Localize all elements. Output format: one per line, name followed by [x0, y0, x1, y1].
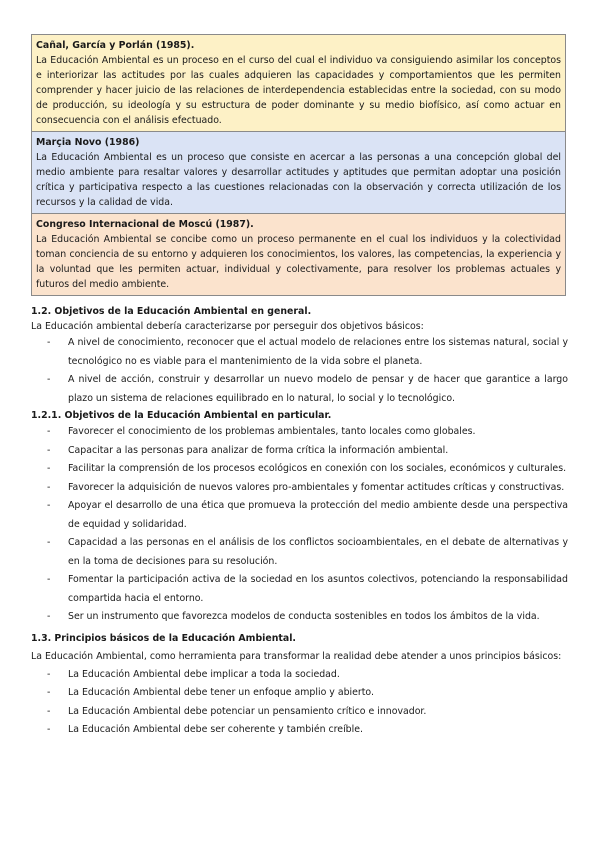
- definition-text: La Educación Ambiental es un proceso en el curso del cual el individuo va consiguiendo asimilar los conceptos e interiorizar las actitudes por las cuales adquieren las capacidades y comportamientos que les permiten comprender y hacer juicio de las relaciones de interdependencia establecidas entre la sociedad, con su modo de producción, su ideología y su estructura de poder dominante y su medio biofísico, así como actuar en consecuencia con el análisis efectuado.: [36, 55, 561, 126]
- definition-author: Congreso Internacional de Moscú (1987).: [36, 219, 254, 230]
- principles-list: [31, 666, 568, 740]
- list-item: - Capacidad a las personas en el análisis de los conflictos socioambientales, en el debate de alternativas y en la toma de decisiones para su resolución.: [31, 534, 568, 571]
- definition-box-canal: [31, 34, 566, 132]
- list-item: - La Educación Ambiental debe potenciar un pensamiento crítico e innovador.: [31, 703, 568, 722]
- objectives-particular-list: [31, 423, 568, 627]
- list-item: - A nivel de acción, construir y desarrollar un nuevo modelo de pensar y de hacer que garantice a largo plazo un sistema de relaciones equilibrado en lo natural, lo social y lo tecnológico.: [31, 371, 568, 408]
- list-item: - Facilitar la comprensión de los procesos ecológicos en conexión con los sociales, económicos y culturales.: [31, 460, 568, 479]
- list-item: - Apoyar el desarrollo de una ética que promueva la protección del medio ambiente desde una perspectiva de equidad y solidaridad.: [31, 497, 568, 534]
- section-heading-1-2-1: 1.2.1. Objetivos de la Educación Ambiental en particular.: [31, 410, 332, 421]
- definitions-table: [31, 34, 566, 296]
- definition-author: Marçia Novo (1986): [36, 137, 140, 148]
- section-1-2-intro: La Educación ambiental debería caracterizarse por perseguir dos objetivos básicos:: [31, 321, 424, 332]
- section-1-3-intro: La Educación Ambiental, como herramienta para transformar la realidad debe atender a unos principios básicos:: [31, 650, 562, 662]
- list-item: - La Educación Ambiental debe implicar a toda la sociedad.: [31, 666, 568, 685]
- document-body: [31, 304, 568, 740]
- list-item: - La Educación Ambiental debe ser coherente y también creíble.: [31, 721, 568, 740]
- list-item: - Capacitar a las personas para analizar de forma crítica la información ambiental.: [31, 442, 568, 461]
- section-heading-1-2: 1.2. Objetivos de la Educación Ambiental en general.: [31, 306, 312, 317]
- list-item: - La Educación Ambiental debe tener un enfoque amplio y abierto.: [31, 684, 568, 703]
- definition-text: La Educación Ambiental se concibe como un proceso permanente en el cual los individuos y la colectividad toman conciencia de su entorno y adquieren los conocimientos, los valores, las competencias, la experiencia y la voluntad que les permiten actuar, individual y colectivamente, para resolver los problemas actuales y futuros del medio ambiente.: [36, 234, 561, 290]
- objectives-general-list: [31, 334, 568, 408]
- list-item: - A nivel de conocimiento, reconocer que el actual modelo de relaciones entre los sistemas natural, social y tecnológico no es viable para el mantenimiento de la vida sobre el planeta.: [31, 334, 568, 371]
- list-item: - Favorecer el conocimiento de los problemas ambientales, tanto locales como globales.: [31, 423, 568, 442]
- definition-box-novo: [31, 132, 566, 214]
- list-item: - Favorecer la adquisición de nuevos valores pro-ambientales y fomentar actitudes críticas y constructivas.: [31, 479, 568, 498]
- list-item: - Fomentar la participación activa de la sociedad en los asuntos colectivos, potenciando la responsabilidad compartida hacia el entorno.: [31, 571, 568, 608]
- definition-text: La Educación Ambiental es un proceso que consiste en acercar a las personas a una concepción global del medio ambiente para resaltar valores y desarrollar actitudes y aptitudes que permitan adoptar una posición crítica y participativa respecto a las cuestiones relacionadas con la observación y correcta utilización de los recursos y la calidad de vida.: [36, 152, 561, 208]
- definition-author: Cañal, García y Porlán (1985).: [36, 40, 195, 51]
- definition-box-moscu: [31, 214, 566, 296]
- list-item: - Ser un instrumento que favorezca modelos de conducta sostenibles en todos los ámbitos de la vida.: [31, 608, 568, 627]
- section-heading-1-3: 1.3. Principios básicos de la Educación Ambiental.: [31, 632, 296, 644]
